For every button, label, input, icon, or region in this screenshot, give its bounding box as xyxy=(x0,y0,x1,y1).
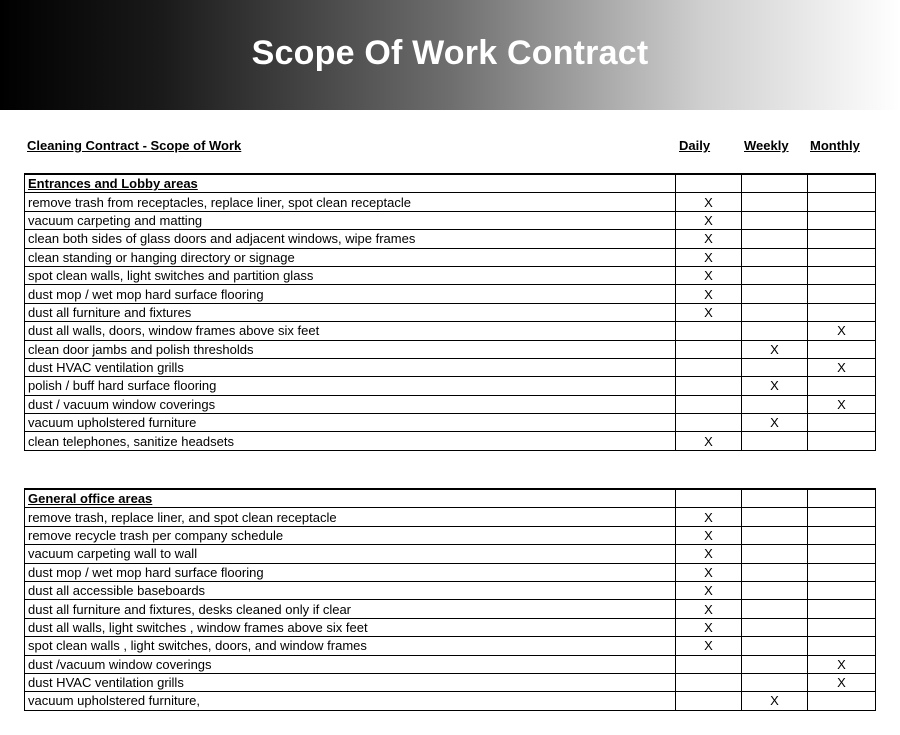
weekly-mark xyxy=(742,358,808,376)
task-cell: vacuum carpeting and matting xyxy=(25,211,676,229)
monthly-mark xyxy=(808,545,876,563)
table-row xyxy=(25,600,876,618)
weekly-mark xyxy=(742,545,808,563)
monthly-cell xyxy=(808,174,876,193)
table-row xyxy=(25,618,876,636)
daily-mark: X xyxy=(676,230,742,248)
daily-mark xyxy=(676,692,742,710)
weekly-mark xyxy=(742,637,808,655)
daily-mark: X xyxy=(676,211,742,229)
weekly-mark: X xyxy=(742,414,808,432)
daily-cell xyxy=(676,489,742,508)
weekly-mark xyxy=(742,266,808,284)
table-row xyxy=(25,414,876,432)
task-cell: clean door jambs and polish thresholds xyxy=(25,340,676,358)
task-cell: vacuum upholstered furniture, xyxy=(25,692,676,710)
daily-mark: X xyxy=(676,581,742,599)
table-row xyxy=(25,303,876,321)
table-row xyxy=(25,545,876,563)
column-header-daily: Daily xyxy=(679,138,711,153)
monthly-mark: X xyxy=(808,322,876,340)
table-row xyxy=(25,358,876,376)
weekly-mark xyxy=(742,230,808,248)
monthly-mark: X xyxy=(808,673,876,691)
table-row xyxy=(25,395,876,413)
task-cell: dust HVAC ventilation grills xyxy=(25,358,676,376)
task-cell: dust all furniture and fixtures xyxy=(25,303,676,321)
section-title: General office areas xyxy=(25,489,676,508)
column-header-monthly: Monthly xyxy=(810,138,860,153)
daily-mark: X xyxy=(676,508,742,526)
table-row xyxy=(25,193,876,211)
task-cell: spot clean walls, light switches and partition glass xyxy=(25,266,676,284)
monthly-mark xyxy=(808,414,876,432)
weekly-mark xyxy=(742,563,808,581)
weekly-mark xyxy=(742,211,808,229)
task-cell: dust all walls, doors, window frames above six feet xyxy=(25,322,676,340)
table-row xyxy=(25,673,876,691)
monthly-mark xyxy=(808,193,876,211)
monthly-mark xyxy=(808,600,876,618)
weekly-mark xyxy=(742,618,808,636)
task-cell: clean standing or hanging directory or signage xyxy=(25,248,676,266)
contract-heading: Cleaning Contract - Scope of Work xyxy=(27,138,242,153)
task-cell: dust mop / wet mop hard surface flooring xyxy=(25,563,676,581)
daily-mark: X xyxy=(676,266,742,284)
weekly-mark xyxy=(742,526,808,544)
table-row xyxy=(25,248,876,266)
daily-mark: X xyxy=(676,526,742,544)
weekly-mark xyxy=(742,508,808,526)
task-cell: remove trash from receptacles, replace liner, spot clean receptacle xyxy=(25,193,676,211)
monthly-mark xyxy=(808,285,876,303)
daily-mark: X xyxy=(676,600,742,618)
monthly-mark xyxy=(808,526,876,544)
monthly-mark xyxy=(808,618,876,636)
section-header-row xyxy=(25,174,876,193)
weekly-mark xyxy=(742,303,808,321)
task-cell: dust mop / wet mop hard surface flooring xyxy=(25,285,676,303)
column-header-weekly: Weekly xyxy=(744,138,789,153)
weekly-mark xyxy=(742,655,808,673)
task-cell: dust / vacuum window coverings xyxy=(25,395,676,413)
monthly-mark: X xyxy=(808,358,876,376)
monthly-mark xyxy=(808,303,876,321)
weekly-mark xyxy=(742,322,808,340)
monthly-mark xyxy=(808,508,876,526)
weekly-mark xyxy=(742,395,808,413)
table-row xyxy=(25,230,876,248)
task-cell: vacuum carpeting wall to wall xyxy=(25,545,676,563)
daily-mark: X xyxy=(676,248,742,266)
daily-mark xyxy=(676,377,742,395)
monthly-mark xyxy=(808,340,876,358)
task-cell: remove recycle trash per company schedule xyxy=(25,526,676,544)
task-cell: clean telephones, sanitize headsets xyxy=(25,432,676,450)
task-cell: dust /vacuum window coverings xyxy=(25,655,676,673)
title-banner xyxy=(0,0,900,110)
task-cell: dust all furniture and fixtures, desks cleaned only if clear xyxy=(25,600,676,618)
task-cell: vacuum upholstered furniture xyxy=(25,414,676,432)
daily-mark: X xyxy=(676,545,742,563)
table-row xyxy=(25,655,876,673)
monthly-mark xyxy=(808,266,876,284)
table-row xyxy=(25,508,876,526)
table-row xyxy=(25,432,876,450)
monthly-mark xyxy=(808,581,876,599)
daily-mark: X xyxy=(676,285,742,303)
general-office-table xyxy=(24,488,876,711)
weekly-mark xyxy=(742,673,808,691)
weekly-mark: X xyxy=(742,692,808,710)
daily-cell xyxy=(676,174,742,193)
monthly-mark xyxy=(808,211,876,229)
monthly-mark xyxy=(808,563,876,581)
table-row xyxy=(25,377,876,395)
monthly-mark xyxy=(808,637,876,655)
daily-mark xyxy=(676,340,742,358)
weekly-cell xyxy=(742,174,808,193)
table-row xyxy=(25,563,876,581)
weekly-mark xyxy=(742,193,808,211)
monthly-mark xyxy=(808,377,876,395)
monthly-mark: X xyxy=(808,655,876,673)
daily-mark xyxy=(676,655,742,673)
task-cell: clean both sides of glass doors and adjacent windows, wipe frames xyxy=(25,230,676,248)
entrances-lobby-table xyxy=(24,173,876,451)
weekly-mark xyxy=(742,600,808,618)
task-cell: dust all walls, light switches , window frames above six feet xyxy=(25,618,676,636)
table-row xyxy=(25,340,876,358)
daily-mark: X xyxy=(676,563,742,581)
task-cell: remove trash, replace liner, and spot clean receptacle xyxy=(25,508,676,526)
monthly-mark xyxy=(808,432,876,450)
table-row xyxy=(25,692,876,710)
task-cell: dust HVAC ventilation grills xyxy=(25,673,676,691)
daily-mark xyxy=(676,673,742,691)
table-row xyxy=(25,285,876,303)
daily-mark xyxy=(676,322,742,340)
weekly-mark xyxy=(742,285,808,303)
page-title: Scope Of Work Contract xyxy=(251,33,649,72)
table-row xyxy=(25,211,876,229)
column-header-row xyxy=(0,137,900,155)
weekly-cell xyxy=(742,489,808,508)
task-cell: dust all accessible baseboards xyxy=(25,581,676,599)
monthly-mark xyxy=(808,248,876,266)
monthly-mark xyxy=(808,692,876,710)
weekly-mark: X xyxy=(742,377,808,395)
weekly-mark: X xyxy=(742,340,808,358)
weekly-mark xyxy=(742,432,808,450)
daily-mark: X xyxy=(676,432,742,450)
daily-mark: X xyxy=(676,637,742,655)
monthly-mark: X xyxy=(808,395,876,413)
monthly-mark xyxy=(808,230,876,248)
section-header-row xyxy=(25,489,876,508)
task-cell: polish / buff hard surface flooring xyxy=(25,377,676,395)
table-row xyxy=(25,526,876,544)
table-row xyxy=(25,322,876,340)
weekly-mark xyxy=(742,581,808,599)
monthly-cell xyxy=(808,489,876,508)
task-cell: spot clean walls , light switches, doors, and window frames xyxy=(25,637,676,655)
weekly-mark xyxy=(742,248,808,266)
table-row xyxy=(25,581,876,599)
daily-mark: X xyxy=(676,193,742,211)
daily-mark xyxy=(676,358,742,376)
daily-mark: X xyxy=(676,618,742,636)
table-row xyxy=(25,266,876,284)
daily-mark xyxy=(676,395,742,413)
table-row xyxy=(25,637,876,655)
daily-mark xyxy=(676,414,742,432)
daily-mark: X xyxy=(676,303,742,321)
section-title: Entrances and Lobby areas xyxy=(25,174,676,193)
